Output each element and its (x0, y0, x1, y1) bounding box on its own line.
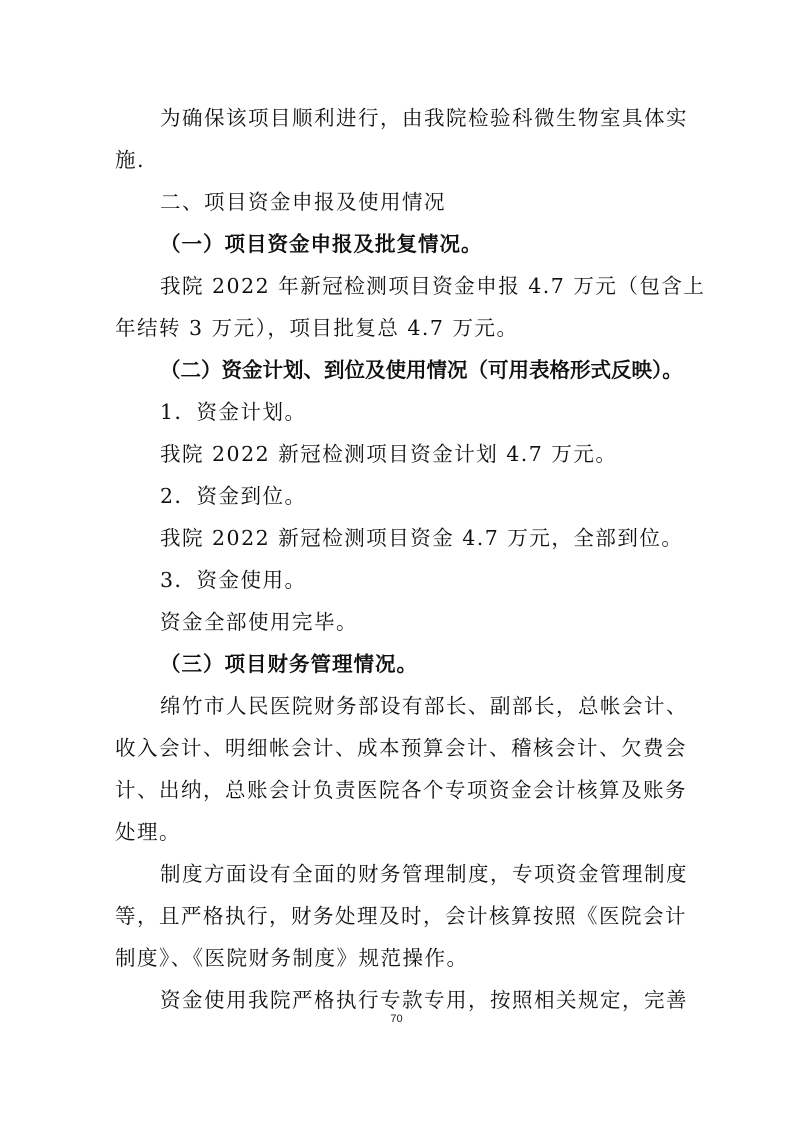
paragraph-line: 制度》、《医院财务制度》规范操作。 (115, 946, 469, 970)
list-heading: 2．资金到位。 (160, 484, 307, 508)
subsection-heading: （二）资金计划、到位及使用情况（可用表格形式反映）。 (160, 358, 683, 382)
subsection-heading: （三）项目财务管理情况。 (160, 652, 418, 676)
subsection-heading: （一）项目资金申报及批复情况。 (160, 232, 483, 256)
list-heading: 1．资金计划。 (160, 400, 307, 424)
paragraph-line: 资金使用我院严格执行专款专用，按照相关规定，完善 (160, 988, 688, 1012)
paragraph-line: 我院 2022 新冠检测项目资金 4.7 万元，全部到位。 (160, 526, 684, 550)
paragraph-line: 等，且严格执行，财务处理及时，会计核算按照《医院会计 (115, 904, 687, 928)
paragraph-line: 收入会计、明细帐会计、成本预算会计、稽核会计、欠费会 (115, 736, 687, 760)
paragraph-line: 施. (115, 148, 146, 172)
paragraph-line: 年结转 3 万元），项目批复总 4.7 万元。 (115, 316, 519, 340)
paragraph-line: 制度方面设有全面的财务管理制度，专项资金管理制度 (160, 862, 688, 886)
paragraph-line: 处理。 (115, 820, 181, 844)
section-heading: 二、项目资金申报及使用情况 (160, 190, 446, 214)
paragraph-line: 绵竹市人民医院财务部设有部长、副部长，总帐会计、 (160, 694, 688, 718)
paragraph-line: 我院 2022 年新冠检测项目资金申报 4.7 万元（包含上 (160, 274, 706, 298)
paragraph-line: 我院 2022 新冠检测项目资金计划 4.7 万元。 (160, 442, 618, 466)
paragraph-line: 为确保该项目顺利进行，由我院检验科微生物室具体实 (160, 106, 688, 130)
list-heading: 3．资金使用。 (160, 568, 307, 592)
page-number: 70 (390, 1013, 403, 1025)
paragraph-line: 计、出纳，总账会计负责医院各个专项资金会计核算及账务 (115, 778, 687, 802)
paragraph-line: 资金全部使用完毕。 (160, 610, 358, 634)
